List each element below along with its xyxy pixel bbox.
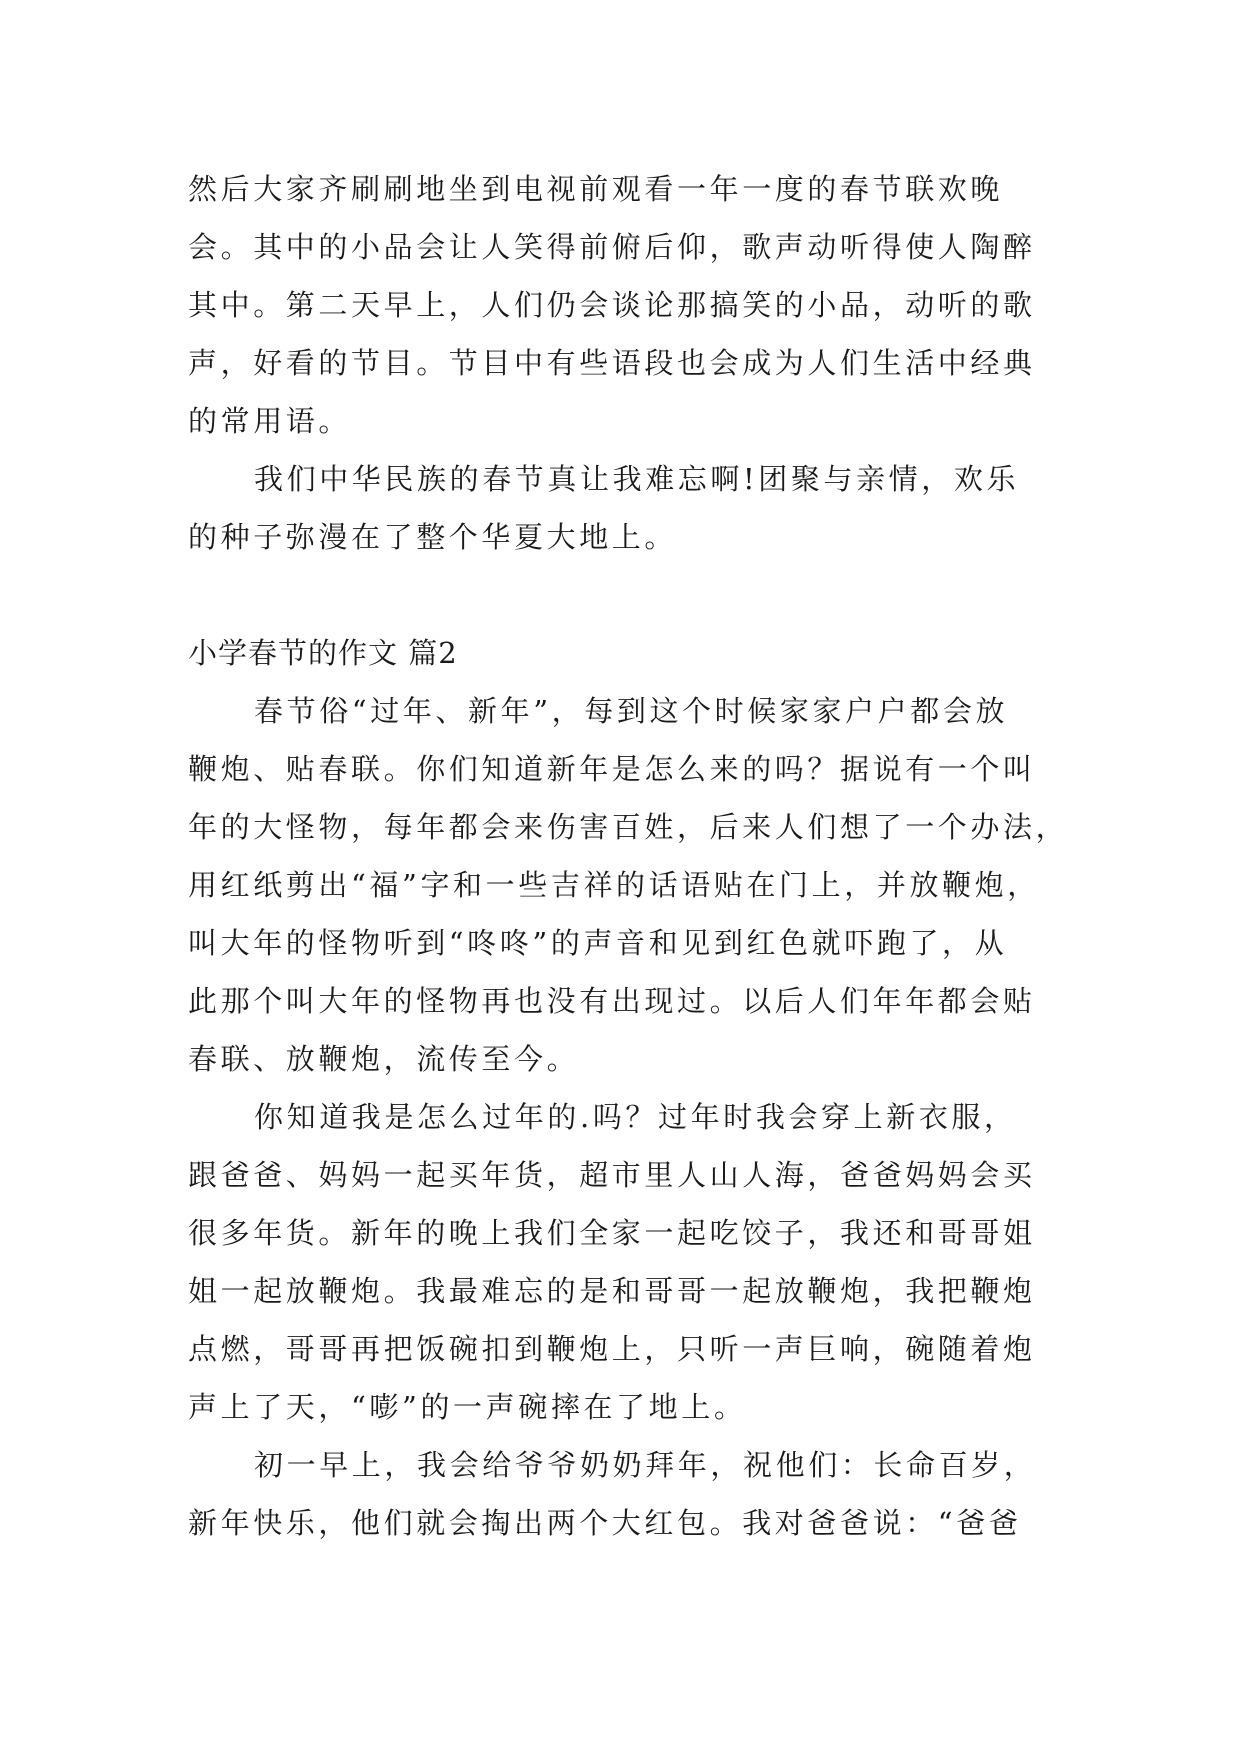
paragraph xyxy=(188,160,1054,450)
paragraph xyxy=(188,450,1054,566)
text-line: 鞭炮、贴春联。你们知道新年是怎么来的吗？据说有一个叫 xyxy=(188,752,1036,786)
text-line: 初一早上，我会给爷爷奶奶拜年，祝他们：长命百岁， xyxy=(254,1448,1037,1482)
text-line: 春节俗“过年、新年”，每到这个时候家家户户都会放 xyxy=(254,694,1009,728)
text-line: 姐一起放鞭炮。我最难忘的是和哥哥一起放鞭炮，我把鞭炮 xyxy=(188,1274,1036,1308)
text-line: 声上了天，“嘭”的一声碗摔在了地上。 xyxy=(188,1390,747,1424)
text-line: 叫大年的怪物听到“咚咚”的声音和见到红色就吓跑了，从 xyxy=(188,926,1008,960)
text-line: 点燃，哥哥再把饭碗扣到鞭炮上，只听一声巨响，碗随着炮 xyxy=(188,1332,1036,1366)
text-line: 跟爸爸、妈妈一起买年货，超市里人山人海，爸爸妈妈会买 xyxy=(188,1158,1036,1192)
text-line: 很多年货。新年的晚上我们全家一起吃饺子，我还和哥哥姐 xyxy=(188,1216,1036,1250)
text-line: 其中。第二天早上，人们仍会谈论那搞笑的小品，动听的歌 xyxy=(188,288,1036,322)
text-line: 此那个叫大年的怪物再也没有出现过。以后人们年年都会贴 xyxy=(188,984,1036,1018)
text-line: 会。其中的小品会让人笑得前俯后仰，歌声动听得使人陶醉 xyxy=(188,230,1036,264)
paragraph-gap xyxy=(188,566,1054,624)
text-line: 新年快乐，他们就会掏出两个大红包。我对爸爸说：“爸爸 xyxy=(188,1506,1022,1540)
text-line: 的常用语。 xyxy=(188,404,352,438)
text-line: 的种子弥漫在了整个华夏大地上。 xyxy=(188,520,678,554)
document-page xyxy=(188,160,1069,1552)
text-line: 我们中华民族的春节真让我难忘啊!团聚与亲情，欢乐 xyxy=(254,462,1020,496)
paragraph xyxy=(188,1088,1054,1436)
paragraph xyxy=(188,1436,1054,1552)
text-line: 你知道我是怎么过年的.吗？过年时我会穿上新衣服， xyxy=(254,1100,1017,1134)
paragraph xyxy=(188,682,1069,1088)
section-title: 小学春节的作文 篇2 xyxy=(188,636,458,670)
text-line: 用红纸剪出“福”字和一些吉祥的话语贴在门上，并放鞭炮， xyxy=(188,868,1040,902)
text-line: 声，好看的节目。节目中有些语段也会成为人们生活中经典 xyxy=(188,346,1036,380)
text-line: 年的大怪物，每年都会来伤害百姓，后来人们想了一个办法， xyxy=(188,810,1069,844)
text-line: 春联、放鞭炮，流传至今。 xyxy=(188,1042,580,1076)
text-line: 然后大家齐刷刷地坐到电视前观看一年一度的春节联欢晚 xyxy=(188,172,1004,206)
